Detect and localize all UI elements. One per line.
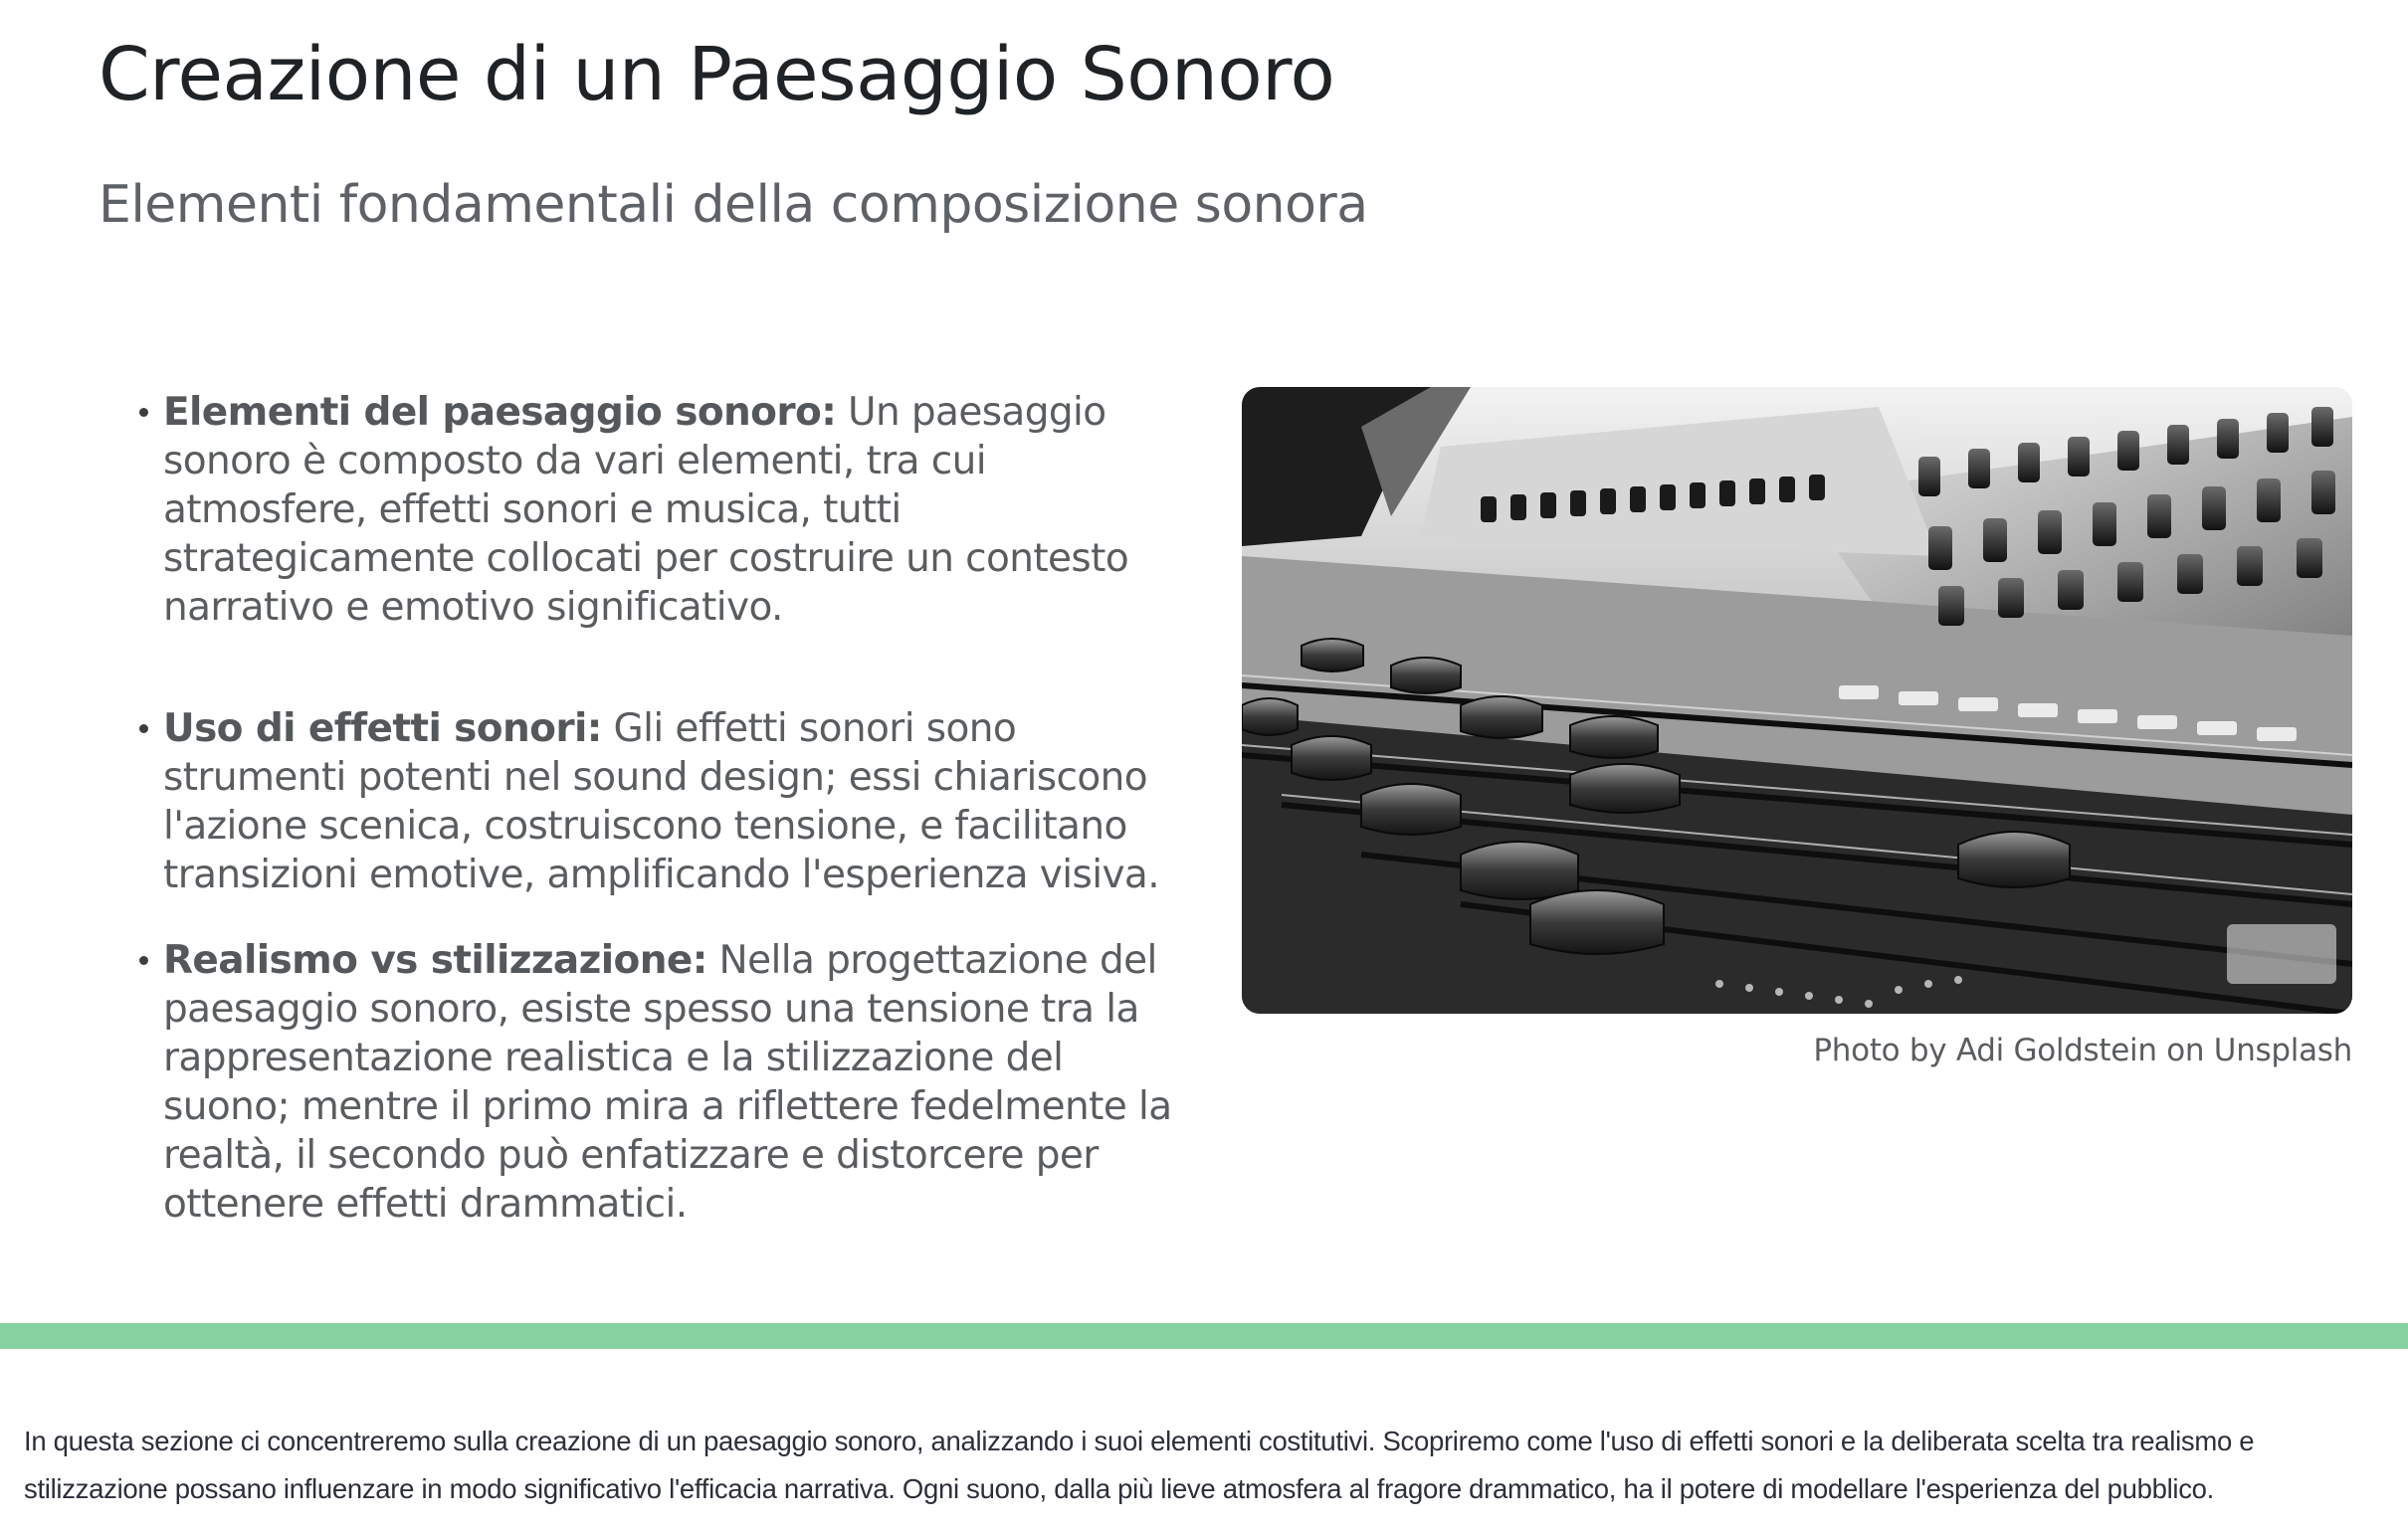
- bullet-item: [139, 936, 1184, 1229]
- slide-subtitle: Elementi fondamentali della composizione sonora: [99, 175, 1368, 235]
- bullet-heading: Uso di effetti sonori:: [163, 706, 602, 751]
- bullet-item: [139, 388, 1184, 632]
- bullet-list: [139, 388, 1184, 1229]
- mixing-console-photo: [1242, 387, 2352, 1014]
- slide-title: Creazione di un Paesaggio Sonoro: [99, 32, 1335, 117]
- bullet-text: Nella progettazione del paesaggio sonoro, esiste spesso una tensione tra la rappresentazione realistica e la stilizzazione del suono; mentre il primo mira a riflettere fedelmente la realtà, il secondo può enfatizzare e distorcere per ottenere effetti drammatici.: [163, 938, 1172, 1227]
- speaker-notes: In questa sezione ci concentreremo sulla creazione di un paesaggio sonoro, analizzando i suoi elementi costitutivi. Scopriremo come l'uso di effetti sonori e la deliberata scelta tra realismo e stilizzazione possano influenzare in modo significativo l'efficacia narrativa. Ogni suono, dalla più lieve atmosfera al fragore drammatico, ha il potere di modellare l'esperienza del pubblico.: [24, 1426, 2255, 1504]
- bullet-text: Gli effetti sonori sono strumenti potenti nel sound design; essi chiariscono l'azione scenica, costruiscono tensione, e facilitano transizioni emotive, amplificando l'esperienza visiva.: [163, 706, 1160, 897]
- bullet-heading: Elementi del paesaggio sonoro:: [163, 390, 837, 435]
- photo-caption: Photo by Adi Goldstein on Unsplash: [1813, 1033, 2352, 1068]
- bullet-text: Un paesaggio sonoro è composto da vari elementi, tra cui atmosfere, effetti sonori e musica, tutti strategicamente collocati per costruire un contesto narrativo e emotivo significativo.: [163, 390, 1129, 630]
- bullet-item: [139, 704, 1184, 899]
- notes-divider: [0, 1323, 2408, 1349]
- bullet-heading: Realismo vs stilizzazione:: [163, 938, 707, 983]
